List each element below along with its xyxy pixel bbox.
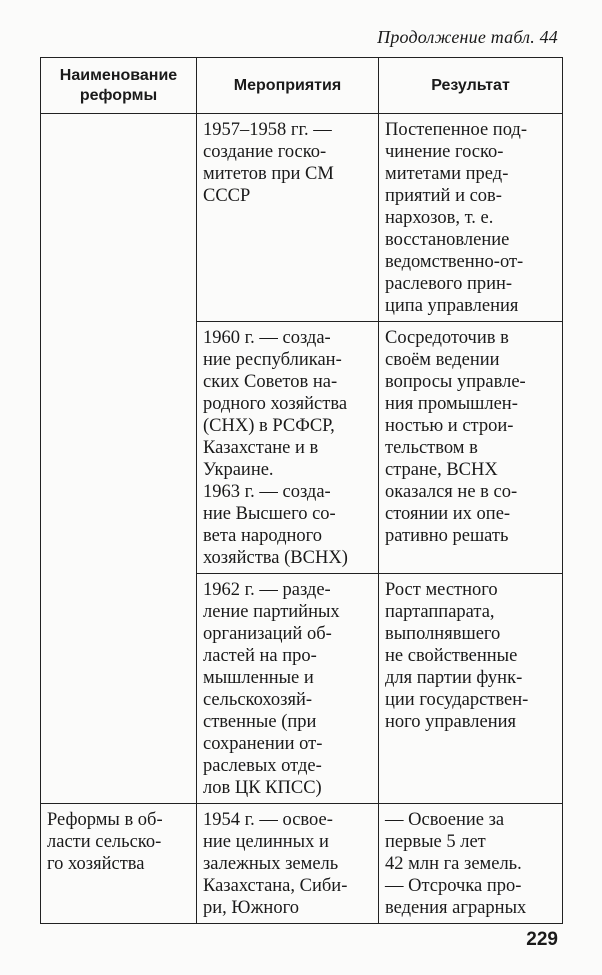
header-measures: Мероприятия	[197, 58, 379, 114]
header-row	[41, 58, 563, 114]
reforms-table	[40, 57, 563, 924]
table-row	[41, 804, 563, 924]
reform-name-cell: Реформы в об- ласти сельско- го хозяйства	[41, 804, 197, 924]
result-cell: Постепенное под- чинение госко- митетами пред- приятий и сов- нархозов, т. е. восстановление ведомственно-от- раслевого прин- ципа управления	[379, 114, 563, 322]
result-cell: Рост местного партаппарата, выполнявшего не свойственные для партии функ- ции государствен- ного управления	[379, 574, 563, 804]
measure-cell: 1962 г. — разде- ление партийных организаций об- ластей на про- мышленные и сельскохозяй- ственные (при сохранении от- раслевых отде- лов ЦК КПСС)	[197, 574, 379, 804]
result-cell: Сосредоточив в своём ведении вопросы управле- ния промышлен- ностью и строи- тельством в стране, ВСНХ оказался не в со- стоянии их опе- ративно решать	[379, 322, 563, 574]
page-number: 229	[526, 929, 558, 950]
measure-cell: 1957–1958 гг. — создание госко- митетов при СМ СССР	[197, 114, 379, 322]
table-caption: Продолжение табл. 44	[377, 27, 558, 47]
header-result: Результат	[379, 58, 563, 114]
measure-cell: 1960 г. — созда- ние республикан- ских Советов на- родного хозяйства (СНХ) в РСФСР, Казахстане и в Украине. 1963 г. — созда- ние Высшего со- вета народного хозяйства (ВСНХ)	[197, 322, 379, 574]
result-cell: — Освоение за первые 5 лет 42 млн га земель. — Отсрочка про- ведения аграрных	[379, 804, 563, 924]
measure-cell: 1954 г. — освое- ние целинных и залежных земель Казахстана, Сиби- ри, Южного	[197, 804, 379, 924]
reform-name-cell	[41, 114, 197, 804]
table-row	[41, 114, 563, 322]
header-reform-name: Наименование реформы	[41, 58, 197, 114]
